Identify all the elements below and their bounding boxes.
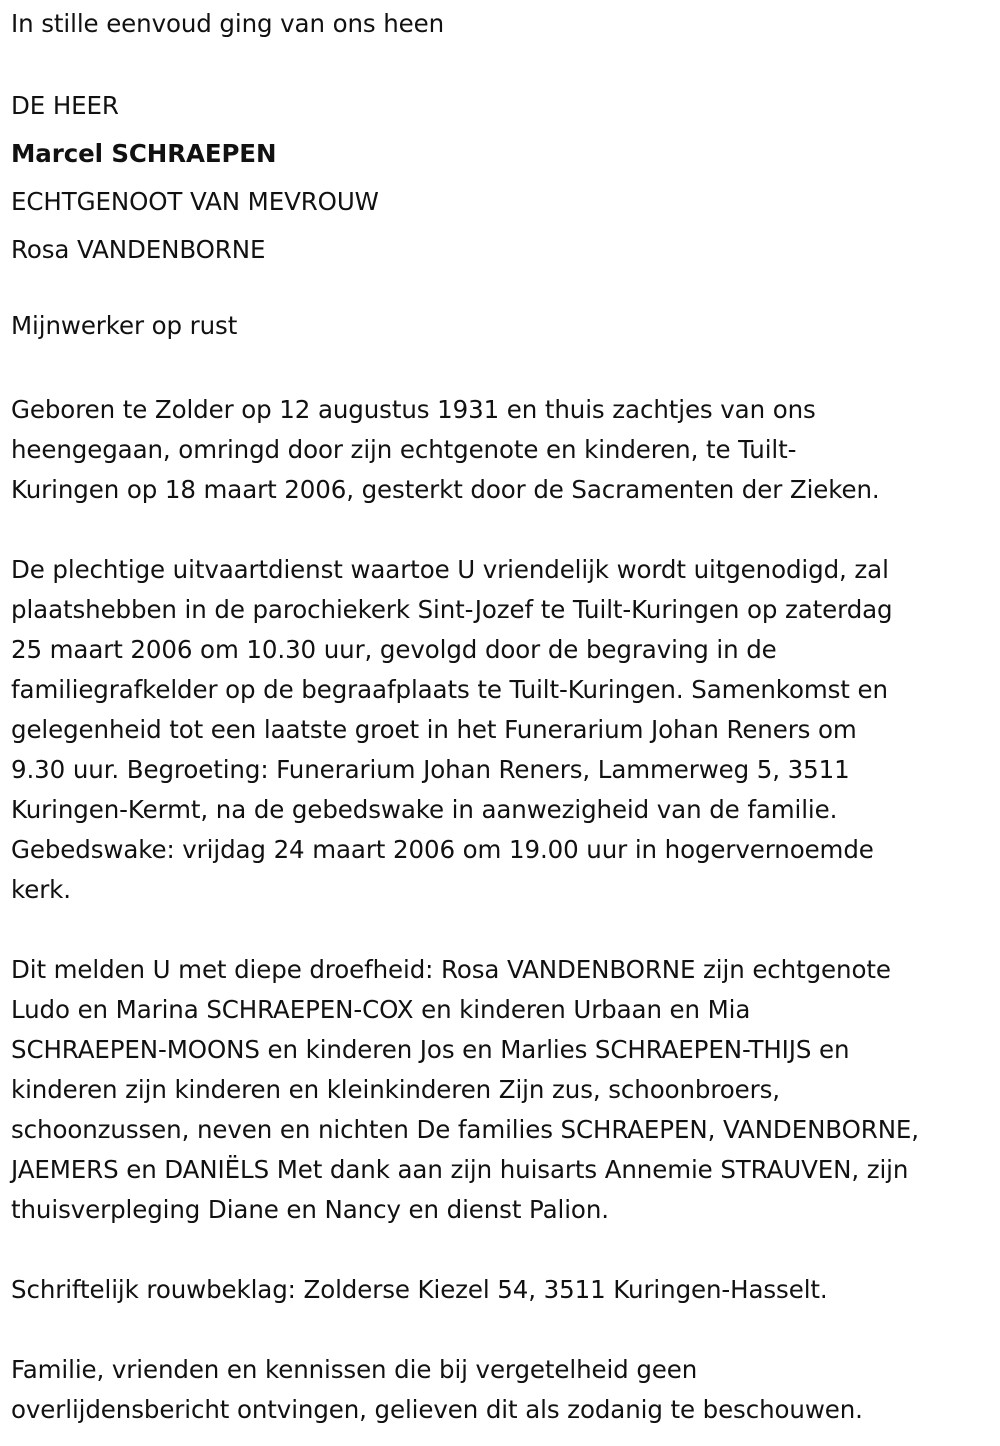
deceased-name: Marcel SCHRAEPEN — [11, 139, 277, 168]
family-line: thuisverpleging Diane en Nancy en dienst Palion. — [11, 1195, 609, 1224]
relation-text: ECHTGENOOT VAN MEVROUW — [11, 187, 379, 216]
service-paragraph — [11, 550, 893, 910]
service-line: gelegenheid tot een laatste groet in het Funerarium Johan Reners om — [11, 715, 857, 744]
closing-line: Familie, vrienden en kennissen die bij vergetelheid geen — [11, 1355, 698, 1384]
closing-line: overlijdensbericht ontvingen, gelieven dit als zodanig te beschouwen. — [11, 1395, 863, 1424]
intro-block — [11, 4, 444, 44]
occupation-text: Mijnwerker op rust — [11, 311, 238, 340]
condolence-block — [11, 1270, 828, 1310]
spouse-name: Rosa VANDENBORNE — [11, 235, 266, 264]
birth-line: heengegaan, omringd door zijn echtgenote en kinderen, te Tuilt- — [11, 435, 797, 464]
birth-paragraph — [11, 390, 880, 510]
service-line: Gebedswake: vrijdag 24 maart 2006 om 19.00 uur in hogervernoemde — [11, 835, 874, 864]
title-text: DE HEER — [11, 91, 119, 120]
closing-paragraph — [11, 1350, 863, 1430]
family-line: JAEMERS en DANIËLS Met dank aan zijn huisarts Annemie STRAUVEN, zijn — [11, 1155, 909, 1184]
service-line: plaatshebben in de parochiekerk Sint-Jozef te Tuilt-Kuringen op zaterdag — [11, 595, 893, 624]
family-line: schoonzussen, neven en nichten De families SCHRAEPEN, VANDENBORNE, — [11, 1115, 919, 1144]
family-line: Ludo en Marina SCHRAEPEN-COX en kinderen Urbaan en Mia — [11, 995, 751, 1024]
service-line: Kuringen-Kermt, na de gebedswake in aanwezigheid van de familie. — [11, 795, 838, 824]
service-line: 25 maart 2006 om 10.30 uur, gevolgd door de begraving in de — [11, 635, 777, 664]
header-block — [11, 82, 379, 274]
condolence-text: Schriftelijk rouwbeklag: Zolderse Kiezel 54, 3511 Kuringen-Hasselt. — [11, 1275, 828, 1304]
service-line: familiegrafkelder op de begraafplaats te Tuilt-Kuringen. Samenkomst en — [11, 675, 888, 704]
occupation-block — [11, 306, 237, 346]
family-line: Dit melden U met diepe droefheid: Rosa VANDENBORNE zijn echtgenote — [11, 955, 891, 984]
service-line: De plechtige uitvaartdienst waartoe U vriendelijk wordt uitgenodigd, zal — [11, 555, 889, 584]
family-paragraph — [11, 950, 919, 1230]
service-line: 9.30 uur. Begroeting: Funerarium Johan Reners, Lammerweg 5, 3511 — [11, 755, 850, 784]
birth-line: Geboren te Zolder op 12 augustus 1931 en thuis zachtjes van ons — [11, 395, 816, 424]
family-line: kinderen zijn kinderen en kleinkinderen Zijn zus, schoonbroers, — [11, 1075, 780, 1104]
service-line: kerk. — [11, 875, 71, 904]
family-line: SCHRAEPEN-MOONS en kinderen Jos en Marlies SCHRAEPEN-THIJS en — [11, 1035, 850, 1064]
birth-line: Kuringen op 18 maart 2006, gesterkt door de Sacramenten der Zieken. — [11, 475, 880, 504]
intro-text: In stille eenvoud ging van ons heen — [11, 9, 445, 38]
